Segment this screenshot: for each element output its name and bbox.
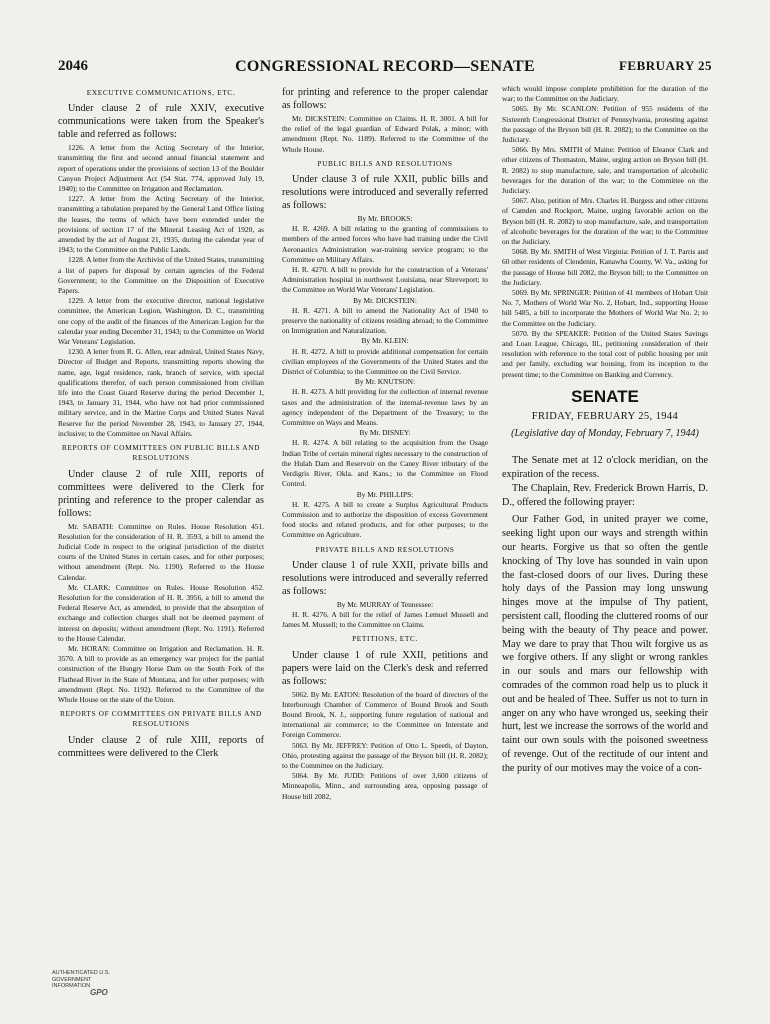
section-lead: Under clause 2 of rule XIII, reports of committees were delivered to the Clerk for printing and reference to the proper calendar as follows: bbox=[58, 468, 264, 519]
column-3 bbox=[502, 84, 708, 776]
sponsor-line: By Mr. DISNEY: bbox=[359, 428, 411, 438]
sponsor-line: By Mr. PHILLIPS: bbox=[356, 489, 414, 499]
sponsor-line: By Mr. DICKSTEIN: bbox=[353, 295, 417, 305]
stamp-text: AUTHENTICATED U.S. GOVERNMENT INFORMATION bbox=[52, 970, 110, 989]
page-header bbox=[58, 58, 712, 80]
communication-item: 1227. A letter from the Acting Secretary of the Interior, transmitting a tabulation prepared by the General Land Office listing the leases, the terms of which have been extended under the provisions of section 17 of the Mineral Leasing Act of 1920, as amended by the act of August 21, 1935, during the calendar year of 1943; to the Committee on the Public Lands. bbox=[58, 194, 264, 255]
bill-item: H. R. 4270. A bill to provide for the construction of a Veterans' Administration hospital in northwest Louisiana, near Shreveport; to the Committee on World War Veterans' Legislation. bbox=[282, 265, 488, 295]
section-lead: Under clause 2 of rule XIII, reports of committees were delivered to the Clerk bbox=[58, 734, 264, 759]
section-heading: PRIVATE BILLS AND RESOLUTIONS bbox=[315, 544, 455, 554]
sponsor-line: By Mr. KLEIN: bbox=[361, 336, 409, 346]
petition-item: 5066. By Mrs. SMITH of Maine: Petition of Eleanor Clark and other citizens of Thomaston, Maine, urging action on Bryson bill (H. R. 2082) to stop manufacture, sale, and transportation of alcoholic beverages for the duration of the war; to the Committee on the Judiciary. bbox=[502, 145, 708, 196]
section-lead-continued: for printing and reference to the proper calendar as follows: bbox=[282, 87, 488, 111]
report-item: Mr. HORAN: Committee on Irrigation and Reclamation. H. R. 3570. A bill to provide as an emergency war project for the partial construction of the Hungry Horse Dam on the South Fork of the Flathead River in the State of Montana, and for other purposes; with amendment (Rept. No. 1192). Referred to the Committee of the Whole House on the state of the Union. bbox=[58, 643, 264, 704]
sponsor-line: By Mr. BROOKS: bbox=[357, 214, 413, 224]
petition-item: 5068. By Mr. SMITH of West Virginia: Petition of J. T. Parris and 60 other residents of Clendenin, Kanawha County, W. Va., asking for the passage of House bill 2082, the Bryson bill; to the Committee on the Judiciary. bbox=[502, 247, 708, 287]
section-lead: Under clause 1 of rule XXII, private bills and resolutions were introduced and severally referred as follows: bbox=[282, 559, 488, 597]
section-heading: EXECUTIVE COMMUNICATIONS, ETC. bbox=[86, 88, 236, 97]
communication-item: 1226. A letter from the Acting Secretary of the Interior, transmitting the first and second annual financial statement and report of operations under the provisions of section 13 of the Boulder Canyon Project Adjustment Act (54 Stat. 774, approved July 19, 1940); to the Committee on Irrigation and Reclamation. bbox=[58, 143, 264, 194]
sponsor-line: By Mr. KNUTSON: bbox=[354, 377, 416, 387]
section-lead: Under clause 1 of rule XXII, petitions and papers were laid on the Clerk's desk and referred as follows: bbox=[282, 649, 488, 687]
bill-item: H. R. 4271. A bill to amend the Nationality Act of 1940 to preserve the nationality of citizens residing abroad; to the Committee on Immigration and Naturalization. bbox=[282, 305, 488, 336]
petition-item: 5070. By the SPEAKER: Petition of the United States Savings and Loan League, Chicago, Ill., petitioning consideration of their resolution with reference to the total cost of public housing per unit and per family, excluding war housing, from its inception to the present time; to the Committee on Banking and Currency. bbox=[502, 328, 708, 379]
body-paragraph: The Senate met at 12 o'clock meridian, on the expiration of the recess. bbox=[502, 455, 708, 481]
section-heading: REPORTS OF COMMITTEES ON PRIVATE BILLS AND RESOLUTIONS bbox=[59, 709, 262, 729]
body-paragraph: The Chaplain, Rev. Frederick Brown Harris, D. D., offered the following prayer: bbox=[502, 482, 708, 508]
communication-item: 1230. A letter from R. G. Allen, rear admiral, United States Navy, Director of Budget and Reports, transmitting reports showing the name, age, legal residence, rank, branch of service, with special qualifications therefor, of each person commissioned from civilian life into the Coast Guard Reserve during the period December 1, 1943, to January 31, 1944, who have not had prior commissioned military service, and in the Marine Corps and United States Naval Reserve for the period November 28, 1943, to January 27, 1944, inclusive; to the Committee on Naval Affairs. bbox=[58, 347, 264, 438]
column-1 bbox=[58, 84, 264, 762]
section-heading: PUBLIC BILLS AND RESOLUTIONS bbox=[317, 158, 453, 168]
prayer-text: Our Father God, in united prayer we come, seeking light upon our ways and strength within our hearts. Forgive us that so often the gentle knocking of Thy love has sounded in vain upon the fast-closed doors of our lives. During these holy days of the Passion may long unswung hinges move at the impulse of Thy patient, persistent call, flooding the cluttered rooms of our being with the beauty of Thy peace and power. May we dare to pray that Thou wilt forgive us as we forgive others. If any slight or wrong rankles in our souls and mars our fellowship with comrades of the common road help us to pluck it out and be healed of Thee. Suffer us not to turn in anger on any who have wronged us, seeking their hurt, lest we increase the sorrows of the world and taint our own souls with the poisoned sweetness of revenge. Out of the rectitude of our intent and the purity of our motives may the voice of a con- bbox=[502, 514, 708, 774]
bill-item: H. R. 4272. A bill to provide additional compensation for certain civilian employees of the Governments of the United States and the District of Columbia; to the Committee on the Civil Service. bbox=[282, 346, 488, 377]
header-date: FEBRUARY 25 bbox=[618, 58, 712, 73]
gpo-logo: GPO bbox=[90, 988, 108, 997]
report-item: Mr. SABATH: Committee on Rules. House Resolution 451. Resolution for the consideration of H. R. 3593, a bill to amend the Judicial Code in respect to the original jurisdiction of the district courts of the United States in certain cases, and for other purposes; without amendment (Rept. No. 1190). Referred to the House Calendar. bbox=[58, 521, 264, 582]
report-item: Mr. CLARK: Committee on Rules. House Resolution 452. Resolution for the consideration of H. R. 3956, a bill to amend the Federal Reserve Act, as amended, to provide that the absorption of exchange and collection charges shall not be deemed payment of interest on deposits; without amendment (Rept. No. 1191). Referred to the House Calendar. bbox=[58, 582, 264, 643]
bill-item: H. R. 4269. A bill relating to the granting of commissions to members of the armed forces who have had training under the Civil Aeronautics Administration war-training service program; to the Committee on Military Affairs. bbox=[282, 224, 488, 264]
legislative-day: (Legislative day of Monday, February 7, 1944) bbox=[511, 428, 699, 440]
bill-item: H. R. 4276. A bill for the relief of James Lemuel Mussell and James M. Mussell; to the Committee on Claims. bbox=[282, 609, 488, 630]
senate-heading: SENATE bbox=[571, 386, 639, 406]
petition-item: 5065. By Mr. SCANLON: Petition of 955 residents of the Sixteenth Congressional District of Pennsylvania, protesting against the passage of the Bryson bill (H. R. 2082); to the Committee on the Judiciary. bbox=[502, 104, 708, 145]
column-2 bbox=[282, 84, 488, 802]
authentication-stamp bbox=[52, 970, 124, 1012]
petition-continued: which would impose complete prohibition for the duration of the war; to the Committee on the Judiciary. bbox=[502, 84, 708, 104]
petition-item: 5062. By Mr. EATON: Resolution of the board of directors of the Interborough Chamber of Commerce of Bound Brook and South Bound Brook, N. J., supporting future regulation of national and international air commerce; to the Committee on Interstate and Foreign Commerce. bbox=[282, 689, 488, 740]
section-heading: PETITIONS, ETC. bbox=[352, 634, 418, 644]
page-title: CONGRESSIONAL RECORD—SENATE bbox=[235, 58, 535, 75]
section-heading: REPORTS OF COMMITTEES ON PUBLIC BILLS AND RESOLUTIONS bbox=[61, 443, 261, 463]
bill-item: H. R. 4273. A bill providing for the collection of internal revenue taxes and the administration of the internal-revenue laws by an agency independent of the Department of the Treasury; to the Committee on Ways and Means. bbox=[282, 387, 488, 428]
section-lead: Under clause 3 of rule XXII, public bills and resolutions were introduced and severally referred as follows: bbox=[282, 174, 488, 212]
bill-item: H. R. 4274. A bill relating to the acquisition from the Osage Indian Tribe of certain mineral rights necessary to the construction of the Hulah Dam and Reservoir on the Caney River tributary of the Verdigris River, Okla. and Kans.; to the Committee on Flood Control. bbox=[282, 438, 488, 489]
section-lead: Under clause 2 of rule XXIV, executive communications were taken from the Speaker's table and referred as follows: bbox=[58, 103, 264, 141]
report-item: Mr. DICKSTEIN: Committee on Claims. H. R. 3001. A bill for the relief of the legal guardian of Edward Polak, a minor; with amendment (Rept. No. 1189). Referred to the Committee of the Whole House. bbox=[282, 114, 488, 154]
petition-item: 5063. By Mr. JEFFREY: Petition of Otto L. Speeth, of Dayton, Ohio, protesting against the passage of the Bryson bill (H. R. 2082); to the Committee on the Judiciary. bbox=[282, 740, 488, 770]
sponsor-line: By Mr. MURRAY of Tennessee: bbox=[336, 599, 434, 609]
page-number: 2046 bbox=[58, 58, 88, 74]
bill-item: H. R. 4275. A bill to create a Surplus Agricultural Products Commission and to authorize the disposition of excess Government food stocks and related products, and for other purposes; to the Committee on Agriculture. bbox=[282, 499, 488, 540]
senate-date: FRIDAY, FEBRUARY 25, 1944 bbox=[531, 411, 679, 423]
communication-item: 1228. A letter from the Archivist of the United States, transmitting a list of papers for disposal by certain agencies of the Federal Government; to the Committee on the Disposition of Executive Papers. bbox=[58, 255, 264, 296]
petition-item: 5067. Also, petition of Mrs. Charles H. Burgess and other citizens of Camden and Rockport, Maine, urging favorable action on the Bryson bill (H. R. 2082) to stop manufacture, sale, and transportation of alcoholic beverages for the duration of the war; to the Committee on the Judiciary. bbox=[502, 196, 708, 247]
petition-item: 5069. By Mr. SPRINGER: Petition of 41 members of Hobart Unit No. 7, Mothers of World War No. 2, Hobart, Ind., supporting House bill 5485, a bill to incorporate the Mothers of World War No. 2; to the Committee on the Judiciary. bbox=[502, 288, 708, 328]
communication-item: 1229. A letter from the executive director, national legislative committee, the American Legion, Washington, D. C., transmitting one copy of the audit of the finances of the American Legion for the calendar year ending December 31, 1943; to the Committee on World War Veterans' Legislation. bbox=[58, 296, 264, 347]
petition-item: 5064. By Mr. JUDD: Petitions of over 3,600 citizens of Minneapolis, Minn., and surrounding area, opposing passage of House bill 2082, bbox=[282, 771, 488, 801]
